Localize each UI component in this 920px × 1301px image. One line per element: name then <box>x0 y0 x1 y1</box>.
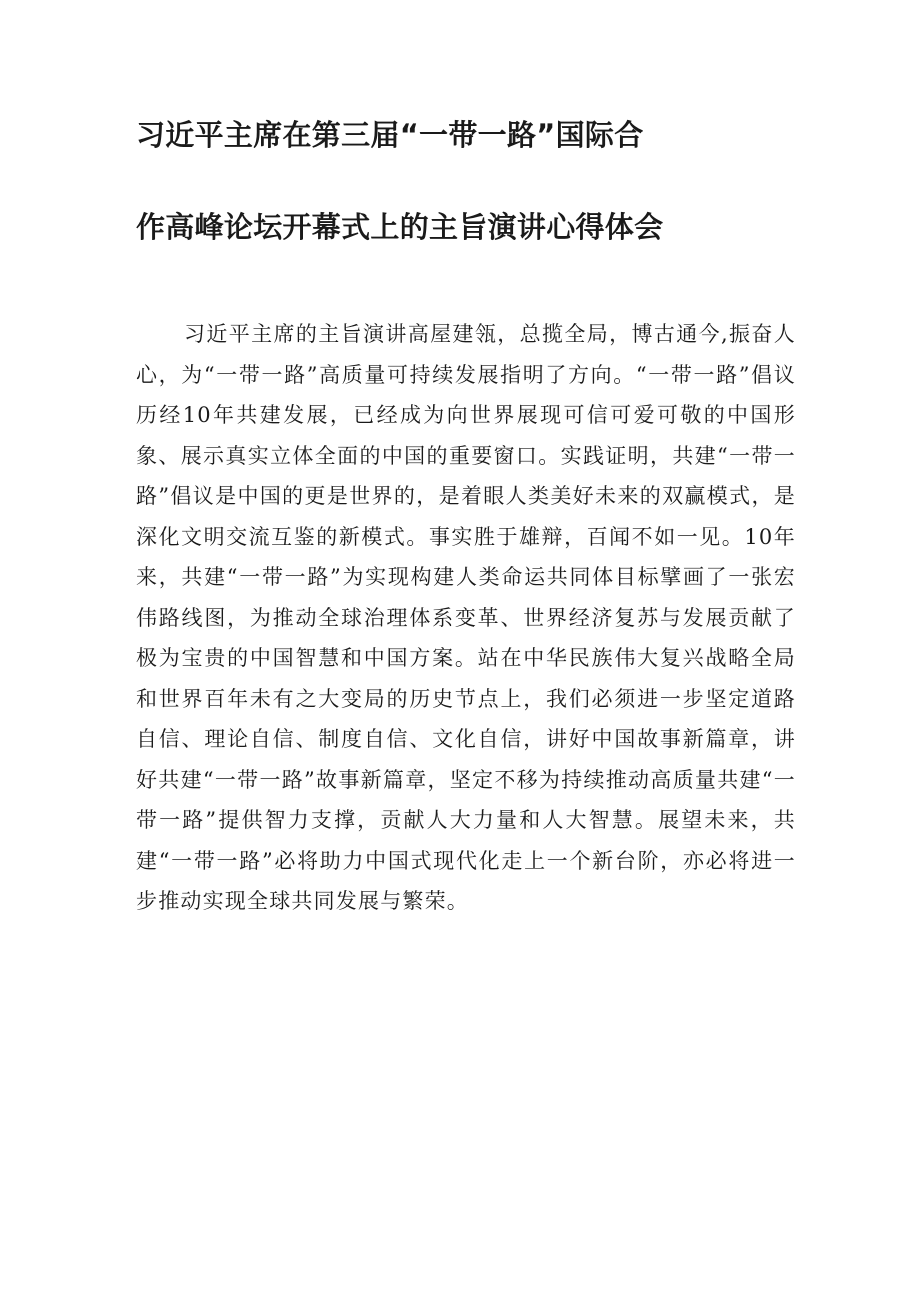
body-paragraph: 习近平主席的主旨演讲高屋建瓴，总揽全局，博古通今,振奋人心，为“一带一路”高质量可持续发展指明了方向。“一带一路”倡议历经10年共建发展，已经成为向世界展现可信可爱可敬的中国形象、展示真实立体全面的中国的重要窗口。实践证明，共建“一带一路”倡议是中国的更是世界的，是着眼人类美好未来的双赢模式，是深化文明交流互鉴的新模式。事实胜于雄辩，百闻不如一见。10年来，共建“一带一路”为实现构建人类命运共同体目标擘画了一张宏伟路线图，为推动全球治理体系变革、世界经济复苏与发展贡献了极为宝贵的中国智慧和中国方案。站在中华民族伟大复兴战略全局和世界百年未有之大变局的历史节点上，我们必须进一步坚定道路自信、理论自信、制度自信、文化自信，讲好中国故事新篇章，讲好共建“一带一路”故事新篇章，坚定不移为持续推动高质量共建“一带一路”提供智力支撑，贡献人大力量和人大智慧。展望未来，共建“一带一路”必将助力中国式现代化走上一个新台阶，亦必将进一步推动实现全球共同发展与繁荣。 <box>136 322 796 913</box>
document-title-line-1: 习近平主席在第三届“一带一路”国际合 <box>136 118 644 152</box>
document-title-line-2: 作高峰论坛开幕式上的主旨演讲心得体会 <box>136 210 664 244</box>
